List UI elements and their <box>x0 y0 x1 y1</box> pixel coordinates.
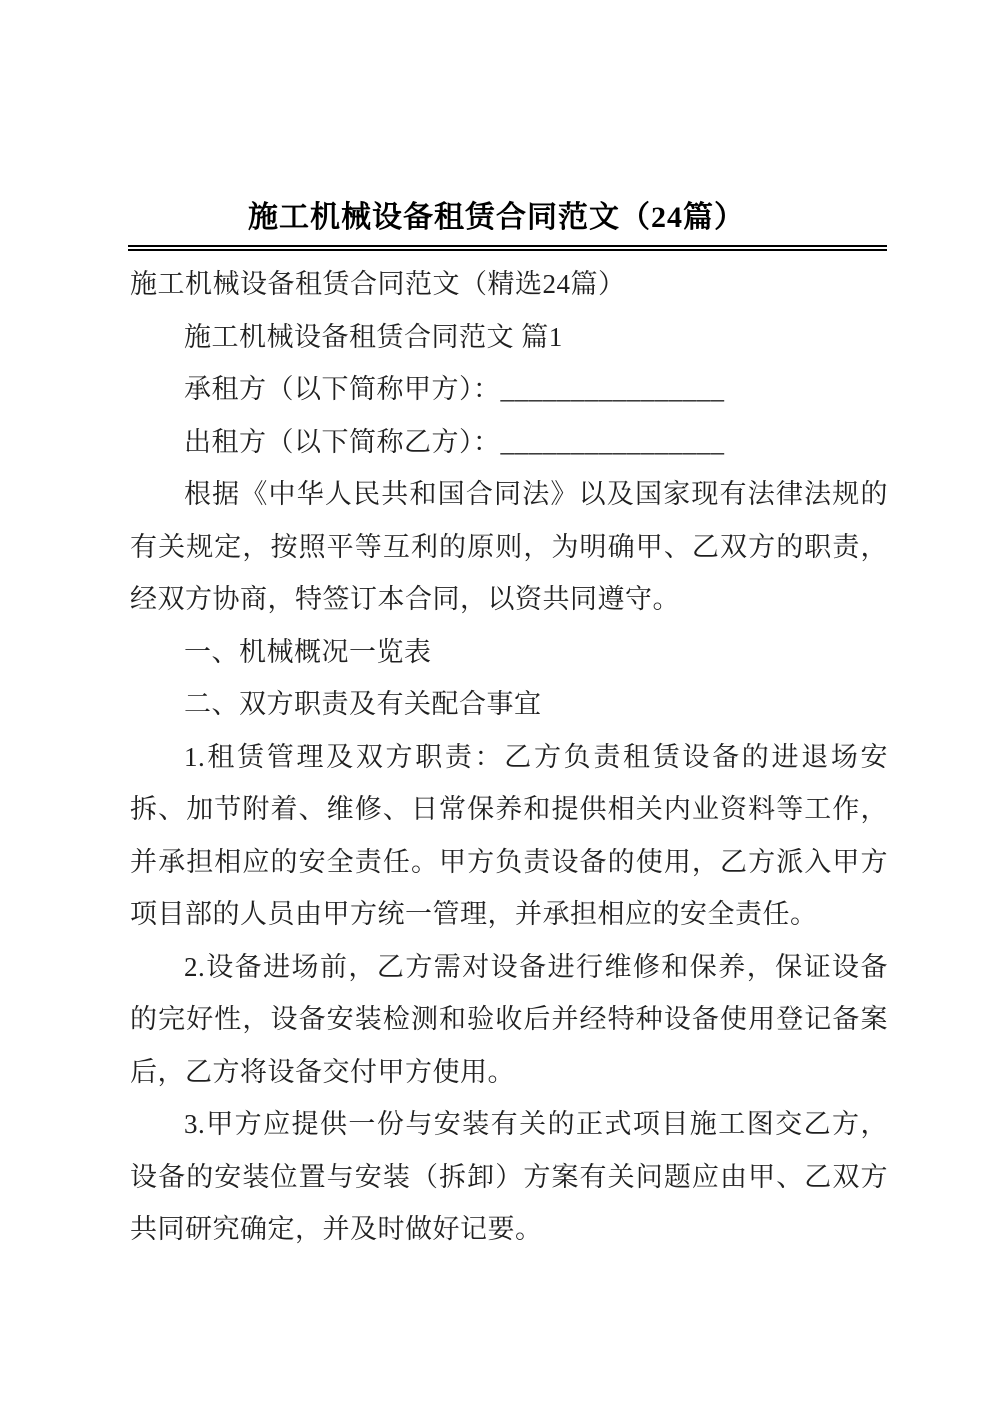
paragraph-clause-2: 2.设备进场前，乙方需对设备进行维修和保养，保证设备的完好性，设备安装检测和验收后并经特种设备使用登记备案后，乙方将设备交付甲方使用。 <box>130 951 888 1087</box>
paragraph-lessor-blank-line: 出租方（以下简称乙方）：________________ <box>184 426 725 457</box>
title-divider-double-rule <box>128 245 887 251</box>
document-body <box>130 258 888 1256</box>
paragraph-lessee-blank-line: 承租方（以下简称甲方）：________________ <box>184 374 725 404</box>
paragraph-section-1-heading: 一、机械概况一览表 <box>184 636 432 667</box>
paragraph-subtitle: 施工机械设备租赁合同范文（精选24篇） <box>130 269 626 299</box>
paragraph-preamble: 根据《中华人民共和国合同法》以及国家现有法律法规的有关规定，按照平等互利的原则，为明确甲、乙双方的职责，经双方协商，特签订本合同，以资共同遵守。 <box>130 479 888 614</box>
paragraph-article-heading: 施工机械设备租赁合同范文 篇1 <box>184 321 563 352</box>
paragraph-section-2-heading: 二、双方职责及有关配合事宜 <box>184 689 542 719</box>
paragraph-clause-3: 3.甲方应提供一份与安装有关的正式项目施工图交乙方，设备的安装位置与安装（拆卸）方案有关问题应由甲、乙双方共同研究确定，并及时做好记要。 <box>130 1109 888 1244</box>
paragraph-clause-1: 1.租赁管理及双方职责：乙方负责租赁设备的进退场安拆、加节附着、维修、日常保养和提供相关内业资料等工作，并承担相应的安全责任。甲方负责设备的使用，乙方派入甲方项目部的人员由甲方统一管理，并承担相应的安全责任。 <box>130 741 888 929</box>
document-title: 施工机械设备租赁合同范文（24篇） <box>248 201 745 234</box>
